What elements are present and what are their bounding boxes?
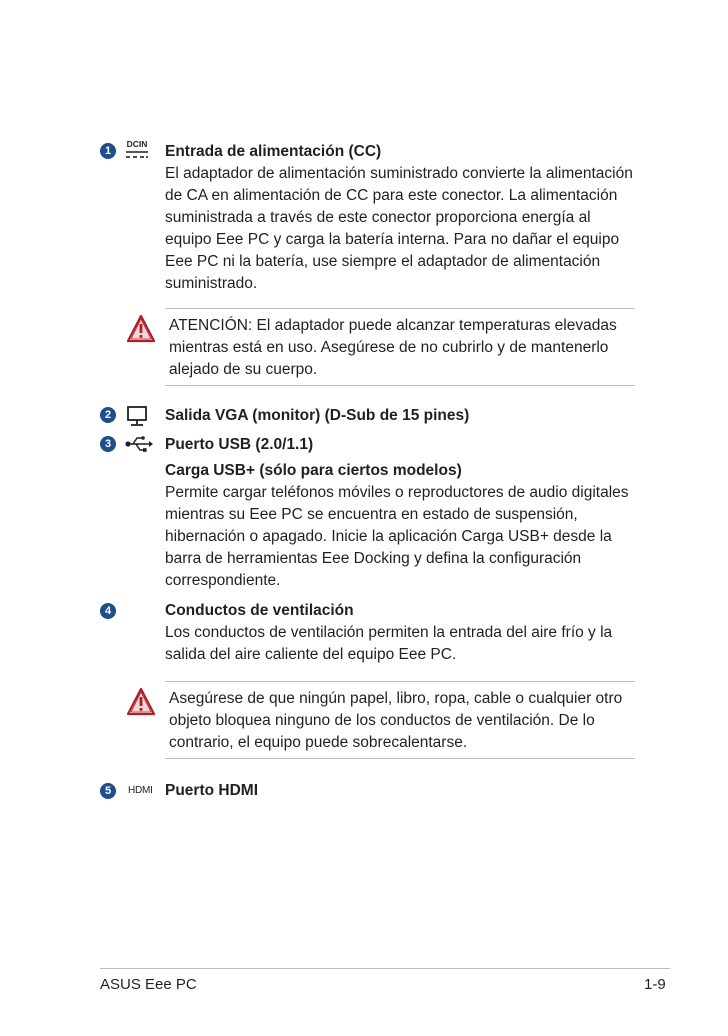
item-number-2: 2: [100, 407, 116, 423]
item-number-4: 4: [100, 603, 116, 619]
item-title: Puerto USB (2.0/1.1): [165, 436, 314, 453]
monitor-icon: [124, 405, 150, 432]
hdmi-icon: HDMI: [128, 785, 153, 796]
item-title: Salida VGA (monitor) (D-Sub de 15 pines): [165, 407, 470, 424]
warning-icon: [127, 314, 155, 349]
item-subtitle: Carga USB+ (sólo para ciertos modelos): [165, 462, 462, 479]
item-body: Los conductos de ventilación permiten la entrada del aire frío y la salida del aire caliente del equipo Eee PC.: [165, 624, 613, 663]
item-number-5: 5: [100, 783, 116, 799]
item-body: Permite cargar teléfonos móviles o reproductores de audio digitales mientras su Eee PC se encuentra en estado de suspensión, hibernación o apagado. Inicie la aplicación Carga USB+ desde la barra de herramientas Eee Docking y defina la configuración correspondiente.: [165, 484, 629, 589]
item-title: Conductos de ventilación: [165, 602, 354, 619]
item-3-content: [165, 434, 635, 592]
footer-product-name: ASUS Eee PC: [100, 976, 197, 993]
warning-icon: [127, 687, 155, 722]
item-1-content: [165, 141, 635, 295]
usb-icon: [124, 434, 154, 459]
footer-divider: [100, 968, 670, 969]
item-2-content: [165, 405, 635, 427]
item-title: Puerto HDMI: [165, 782, 258, 799]
item-5-content: [165, 780, 635, 802]
item-4-content: [165, 600, 635, 666]
item-number-3: 3: [100, 436, 116, 452]
warning-note: ATENCIÓN: El adaptador puede alcanzar temperaturas elevadas mientras está en uso. Asegúrese de no cubrirlo y de mantenerlo alejado de su cuerpo.: [165, 308, 635, 386]
item-title: Entrada de alimentación (CC): [165, 143, 382, 160]
footer-page-number: 1-9: [644, 976, 666, 993]
dc-in-icon: [124, 139, 150, 166]
item-number-1: 1: [100, 143, 116, 159]
item-body: El adaptador de alimentación suministrado convierte la alimentación de CA en alimentación de CC para este conector. La alimentación suministrada a través de este conector proporciona energía al equipo Eee PC y carga la batería interna. Para no dañar el equipo Eee PC ni la batería, use siempre el adaptador de alimentación suministrado.: [165, 165, 633, 292]
dc-in-icon-label: DCIN: [126, 139, 148, 149]
warning-note: Asegúrese de que ningún papel, libro, ropa, cable o cualquier otro objeto bloquea ninguno de los conductos de ventilación. De lo contrario, el equipo puede sobrecalentarse.: [165, 681, 635, 759]
